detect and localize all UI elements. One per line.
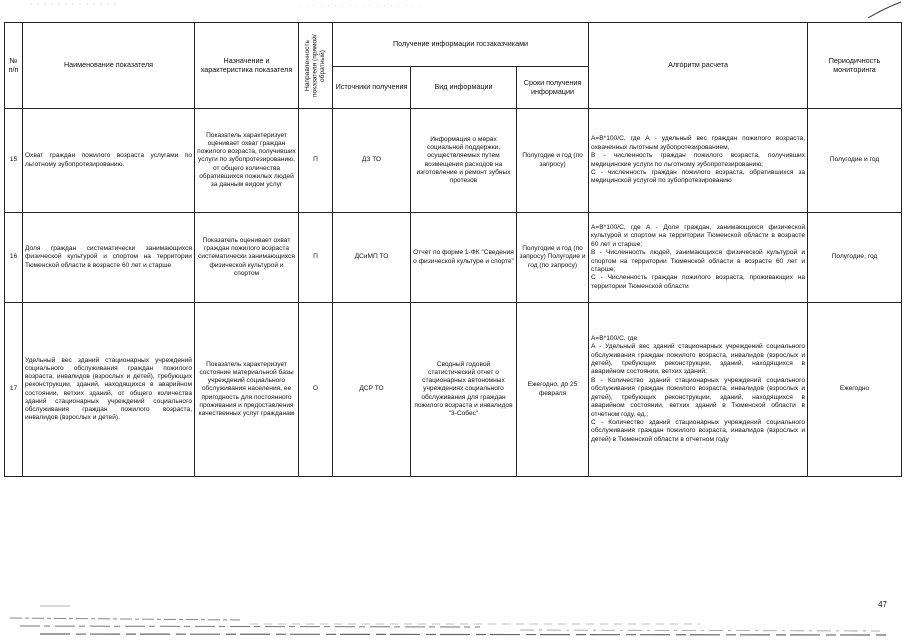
row-info: Информация о мерах социальной поддержки, осуществляемых путем возмещения расходов на изготовление и ремонт зубных протезов — [411, 109, 517, 213]
table-row — [5, 109, 902, 213]
row-algorithm — [589, 213, 808, 303]
row-name: Доля граждан систематически занимающихся физической культурой и спортом на территории Тюменской области в возрасте 60 лет и старше — [23, 213, 195, 303]
col-header-info-type: Вид информации — [411, 67, 517, 109]
row-info: Сводный годовой статистический отчет о стационарных автономных учреждениях социального обслуживания для граждан пожилого возраста и инвалидов "3-Собес" — [411, 303, 517, 477]
row-deadline: Полугодие и год (по запросу) — [517, 109, 589, 213]
algorithm-line: В - численность граждан пожилого возраста, получивших медицинские услуги по льготному зубопротезированию; — [591, 152, 806, 168]
row-name: Охват граждан пожилого возраста услугами по льготному зубопротезированию. — [23, 109, 195, 213]
algorithm-line: С - Численность граждан пожилого возраста, проживающих на территории Тюменской области — [591, 274, 806, 290]
algorithm-line: В - Количество зданий стационарных учреждений социального обслуживания граждан пожилого возраста, инвалидов (взрослых и детей), требующих реконструкции, зданий, находящихся в аварийном состоянии, ветхих зданий в Тюменской области в отчетном году, ед.; — [591, 376, 806, 418]
col-header-num: № п/п — [5, 23, 23, 109]
row-deadline: Полугодие и год (по запросу) Полугодие и год (по запросу) — [517, 213, 589, 303]
row-period: Полугодие, год — [808, 213, 902, 303]
row-deadline: Ежегодно, до 25 февраля — [517, 303, 589, 477]
row-source: ДСР ТО — [333, 303, 411, 477]
algorithm-line: В - Численность людей, занимающихся физической культурой и спортом на территории Тюменской области в возрасте 60 лет и старше; — [591, 249, 806, 273]
col-header-purpose: Назначение и характеристика показателя — [195, 23, 299, 109]
col-header-sources: Источники получения — [333, 67, 411, 109]
col-header-period: Периодичность мониторинга — [808, 23, 902, 109]
col-header-direction — [299, 23, 333, 109]
page-number: 47 — [878, 600, 887, 609]
row-name: Удельный вес зданий стационарных учреждений социального обслуживания граждан пожилого возраста, инвалидов (взрослых и детей), требующих реконструкции, зданий, находящихся в аварийном состоянии, ветхих зданий, от общего количества зданий стационарных учреждений социального обслуживания граждан пожилого возраста, инвалидов (взрослых и детей). — [23, 303, 195, 477]
row-purpose: Показатель оценивает охват граждан пожилого возраста систематически занимающихся физической культурой и спортом — [195, 213, 299, 303]
row-direction: П — [299, 213, 333, 303]
col-header-name: Наименование показателя — [23, 23, 195, 109]
row-purpose: Показатель характеризует оценивает охват граждан пожилого возраста, получивших услуги по зубопротезированию, от общего количества обратившихся пожилых людей за данным видом услуг — [195, 109, 299, 213]
row-algorithm — [589, 303, 808, 477]
row-num: 15 — [5, 109, 23, 213]
row-purpose: Показатель характеризует состояние материальной базы учреждений социального обслуживания населения, ее пригодность для постоянного проживания и предоставления качественных услуг гражданам — [195, 303, 299, 477]
col-header-deadlines: Сроки получения информации — [517, 67, 589, 109]
header-row-1 — [5, 23, 902, 67]
row-source: ДСиМП ТО — [333, 213, 411, 303]
row-direction: П — [299, 109, 333, 213]
algorithm-line: С - численность граждан пожилого возраста, обратившихся за медицинской услугой по зубопротезированию — [591, 168, 806, 185]
col-header-algorithm: Алгоритм расчета — [589, 23, 808, 109]
col-header-direction-text: Направленность показателя (прямой/обратный) — [304, 34, 327, 97]
indicator-table — [4, 22, 902, 477]
table-row — [5, 213, 902, 303]
row-source: ДЗ ТО — [333, 109, 411, 213]
row-info: Отчет по форме 1-ФК "Сведения о физической культуре и спорте" — [411, 213, 517, 303]
row-period: Ежегодно — [808, 303, 902, 477]
algorithm-line: А - Удельный вес зданий стационарных учреждений социального обслуживания граждан пожилого возраста, инвалидов (взрослых и детей), требующих реконструкции, зданий, находящихся в аварийном состоянии, ветхих зданий; — [591, 343, 806, 376]
col-header-group: Получение информации госзаказчиками — [333, 23, 589, 67]
row-algorithm — [589, 109, 808, 213]
scan-artifacts — [0, 594, 905, 640]
row-direction: О — [299, 303, 333, 477]
algorithm-line: А=В*100/С, где А - Доля граждан, занимающихся физической культурой и спортом на территории Тюменской области в возрасте 60 лет и старше; — [591, 223, 806, 248]
row-num: 17 — [5, 303, 23, 477]
algorithm-line: А=В*100/С, где — [591, 334, 638, 342]
algorithm-line: С - Количество зданий стационарных учреждений социального обслуживания граждан пожилого возраста, инвалидов (взрослых и детей) в Тюменской области в отчетном году — [591, 419, 806, 443]
row-num: 16 — [5, 213, 23, 303]
table-row — [5, 303, 902, 477]
row-period: Полугодие и год — [808, 109, 902, 213]
algorithm-line: А=В*100/С, где А - удельный вес граждан пожилого возраста, охваченных льготным зубопротезированием, — [591, 135, 806, 151]
